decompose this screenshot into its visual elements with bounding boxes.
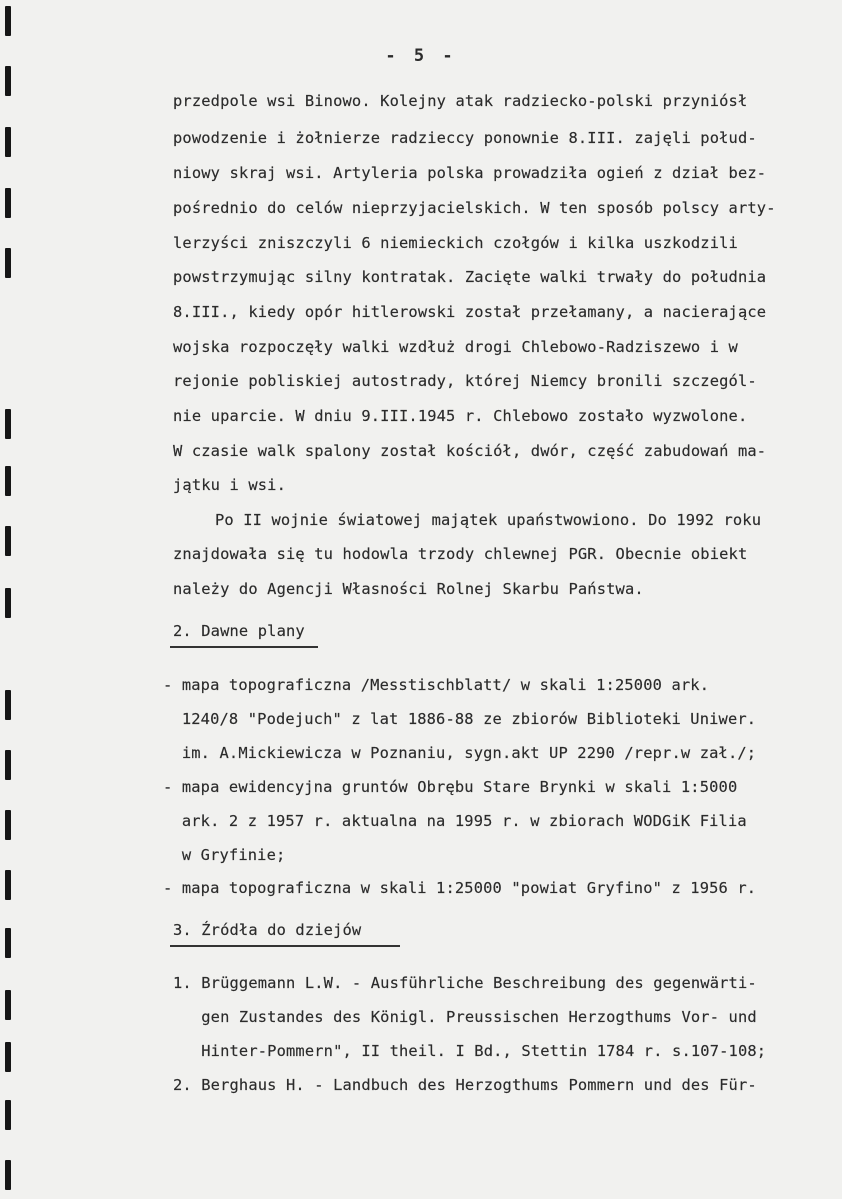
list-item: ark. 2 z 1957 r. aktualna na 1995 r. w zbiorach WODGiK Filia bbox=[163, 812, 747, 830]
binder-hole bbox=[5, 1100, 11, 1130]
list-item: - mapa topograficzna w skali 1:25000 "powiat Gryfino" z 1956 r. bbox=[163, 879, 757, 897]
binder-hole bbox=[5, 1042, 11, 1072]
binder-hole bbox=[5, 870, 11, 900]
text-line: znajdowała się tu hodowla trzody chlewnej PGR. Obecnie obiekt bbox=[173, 545, 748, 563]
text-line: nie uparcie. W dniu 9.III.1945 r. Chlebowo zostało wyzwolone. bbox=[173, 407, 748, 425]
text-line: wojska rozpoczęły walki wzdłuż drogi Chlebowo-Radziszewo i w bbox=[173, 338, 738, 356]
binder-hole bbox=[5, 928, 11, 958]
list-item: 1240/8 "Podejuch" z lat 1886-88 ze zbiorów Biblioteki Uniwer. bbox=[163, 710, 757, 728]
text-line: lerzyści zniszczyli 6 niemieckich czołgów i kilka uszkodzili bbox=[173, 234, 738, 252]
section-heading: 3. Źródła do dziejów bbox=[173, 921, 362, 939]
binder-hole bbox=[5, 66, 11, 96]
binder-hole bbox=[5, 810, 11, 840]
text-line: jątku i wsi. bbox=[173, 476, 286, 494]
list-item: - mapa topograficzna /Messtischblatt/ w skali 1:25000 ark. bbox=[163, 676, 710, 694]
text-line: Po II wojnie światowej majątek upaństwowiono. Do 1992 roku bbox=[215, 511, 762, 529]
list-item: Hinter-Pommern", II theil. I Bd., Stettin 1784 r. s.107-108; bbox=[173, 1042, 767, 1060]
text-line: niowy skraj wsi. Artyleria polska prowadziła ogień z dział bez- bbox=[173, 164, 767, 182]
text-line: należy do Agencji Własności Rolnej Skarbu Państwa. bbox=[173, 580, 644, 598]
text-line: 8.III., kiedy opór hitlerowski został przełamany, a nacierające bbox=[173, 303, 767, 321]
page-number: - 5 - bbox=[385, 46, 457, 66]
binder-hole bbox=[5, 1160, 11, 1190]
binder-hole bbox=[5, 248, 11, 278]
heading-underline bbox=[170, 945, 400, 947]
binder-hole bbox=[5, 409, 11, 439]
text-line: pośrednio do celów nieprzyjacielskich. W ten sposób polscy arty- bbox=[173, 199, 776, 217]
binder-hole bbox=[5, 990, 11, 1020]
list-item: gen Zustandes des Königl. Preussischen Herzogthums Vor- und bbox=[173, 1008, 757, 1026]
binder-hole bbox=[5, 690, 11, 720]
section-heading: 2. Dawne plany bbox=[173, 622, 305, 640]
list-item: 1. Brüggemann L.W. - Ausführliche Beschreibung des gegenwärti- bbox=[173, 974, 757, 992]
binder-hole bbox=[5, 588, 11, 618]
text-line: powstrzymując silny kontratak. Zacięte walki trwały do południa bbox=[173, 268, 767, 286]
text-line: powodzenie i żołnierze radzieccy ponownie 8.III. zajęli połud- bbox=[173, 129, 757, 147]
binder-hole bbox=[5, 188, 11, 218]
text-line: rejonie pobliskiej autostrady, której Niemcy bronili szczegól- bbox=[173, 372, 757, 390]
list-item: 2. Berghaus H. - Landbuch des Herzogthums Pommern und des Für- bbox=[173, 1076, 757, 1094]
binder-hole bbox=[5, 750, 11, 780]
heading-underline bbox=[170, 646, 318, 648]
binder-hole bbox=[5, 466, 11, 496]
text-line: przedpole wsi Binowo. Kolejny atak radziecko-polski przyniósł bbox=[173, 92, 748, 110]
list-item: im. A.Mickiewicza w Poznaniu, sygn.akt UP 2290 /repr.w zał./; bbox=[163, 744, 757, 762]
binder-hole bbox=[5, 526, 11, 556]
binder-holes bbox=[0, 0, 20, 1199]
binder-hole bbox=[5, 127, 11, 157]
text-line: W czasie walk spalony został kościół, dwór, część zabudowań ma- bbox=[173, 442, 767, 460]
binder-hole bbox=[5, 6, 11, 36]
list-item: w Gryfinie; bbox=[163, 846, 286, 864]
list-item: - mapa ewidencyjna gruntów Obrębu Stare Brynki w skali 1:5000 bbox=[163, 778, 738, 796]
